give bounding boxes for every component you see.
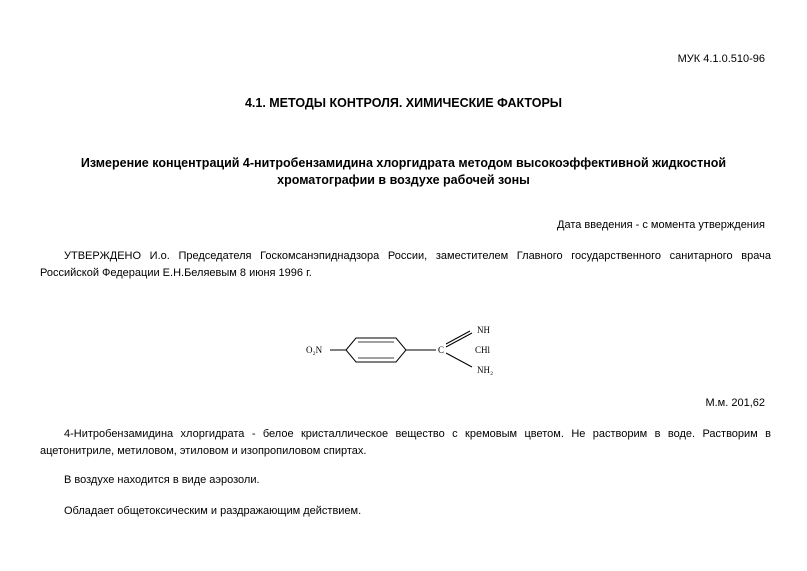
structural-formula bbox=[300, 315, 510, 385]
molecular-weight: М.м. 201,62 bbox=[705, 397, 765, 409]
approval-statement: УТВЕРЖДЕНО И.о. Председателя Госкомсанэпиднадзора России, заместителем Главного государственного санитарного врача Российской Федерации Е.Н.Беляевым 8 июня 1996 г. bbox=[40, 250, 771, 279]
introduction-date: Дата введения - с момента утверждения bbox=[557, 219, 765, 231]
paragraph-aerosol: В воздухе находится в виде аэрозоли. bbox=[64, 474, 260, 486]
document-code: МУК 4.1.0.510-96 bbox=[677, 53, 765, 65]
page-title bbox=[40, 155, 767, 189]
paragraph-properties: 4-Нитробензамидина хлоргидрата - белое кристаллическое вещество с кремовым цветом. Не растворим в воде. Растворим в ацетонитриле, метиловом, этиловом и изопропиловом спиртах. bbox=[40, 428, 771, 457]
formula-hcl-label: CHl bbox=[475, 345, 491, 355]
paragraph-toxicity: Обладает общетоксическим и раздражающим действием. bbox=[64, 505, 362, 517]
formula-o2n-label: O₂N bbox=[306, 345, 323, 355]
formula-carbon-label: C bbox=[438, 345, 445, 355]
section-title: 4.1. МЕТОДЫ КОНТРОЛЯ. ХИМИЧЕСКИЕ ФАКТОРЫ bbox=[244, 96, 563, 110]
formula-nh-label: NH bbox=[477, 325, 490, 335]
title-line-2: хроматографии в воздухе рабочей зоны bbox=[277, 173, 530, 187]
formula-bond-nh-double bbox=[446, 331, 470, 344]
formula-nh2-label: NH₂ bbox=[477, 365, 494, 375]
formula-bond-nh bbox=[446, 333, 472, 347]
formula-bond-nh2 bbox=[446, 353, 472, 367]
title-line-1: Измерение концентраций 4-нитробензамидина хлоргидрата методом высокоэффективной жидкостной bbox=[80, 156, 727, 170]
